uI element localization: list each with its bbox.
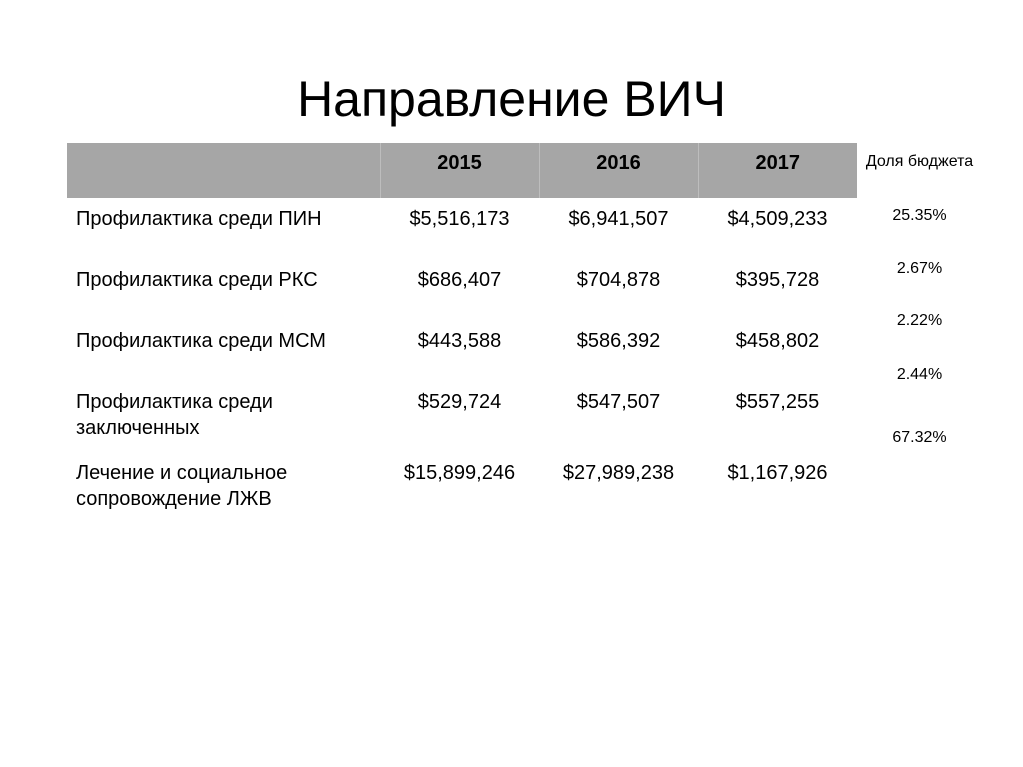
value-2015: $15,899,246 [403, 462, 516, 484]
value-2016: $704,878 [576, 269, 661, 291]
value-2017: $4,509,233 [727, 208, 828, 230]
table-header-row [67, 143, 857, 198]
value-2015: $443,588 [417, 330, 502, 352]
table-row [67, 381, 857, 452]
header-empty-cell [67, 143, 380, 198]
budget-share-value: 2.44% [896, 366, 943, 383]
value-2016: $27,989,238 [562, 462, 675, 484]
slide-title: Направление ВИЧ [297, 70, 726, 127]
row-label: Профилактика среди РКС [76, 269, 318, 291]
row-label: Профилактика среди заключенных [76, 391, 273, 439]
table-row [67, 259, 857, 320]
header-year-2015: 2015 [380, 143, 539, 198]
table-row [67, 452, 857, 523]
header-year-2016: 2016 [539, 143, 698, 198]
budget-share-value: 25.35% [892, 207, 947, 224]
budget-table [67, 143, 857, 523]
budget-share-header: Доля бюджета [865, 153, 974, 170]
value-2017: $395,728 [735, 269, 820, 291]
value-2017: $458,802 [735, 330, 820, 352]
row-label: Профилактика среди МСМ [76, 330, 326, 352]
budget-share-value: 2.67% [896, 260, 943, 277]
budget-share-value: 67.32% [892, 429, 947, 446]
value-2016: $586,392 [576, 330, 661, 352]
value-2015: $5,516,173 [409, 208, 510, 230]
value-2017: $557,255 [735, 391, 820, 413]
value-2017: $1,167,926 [727, 462, 828, 484]
row-label: Лечение и социальное сопровождение ЛЖВ [76, 462, 288, 510]
row-label: Профилактика среди ПИН [76, 208, 322, 230]
table-row [67, 320, 857, 381]
value-2015: $686,407 [417, 269, 502, 291]
header-year-2017: 2017 [698, 143, 857, 198]
budget-share-value: 2.22% [896, 312, 943, 329]
table-row [67, 198, 857, 259]
value-2016: $547,507 [576, 391, 661, 413]
value-2016: $6,941,507 [568, 208, 669, 230]
value-2015: $529,724 [417, 391, 502, 413]
